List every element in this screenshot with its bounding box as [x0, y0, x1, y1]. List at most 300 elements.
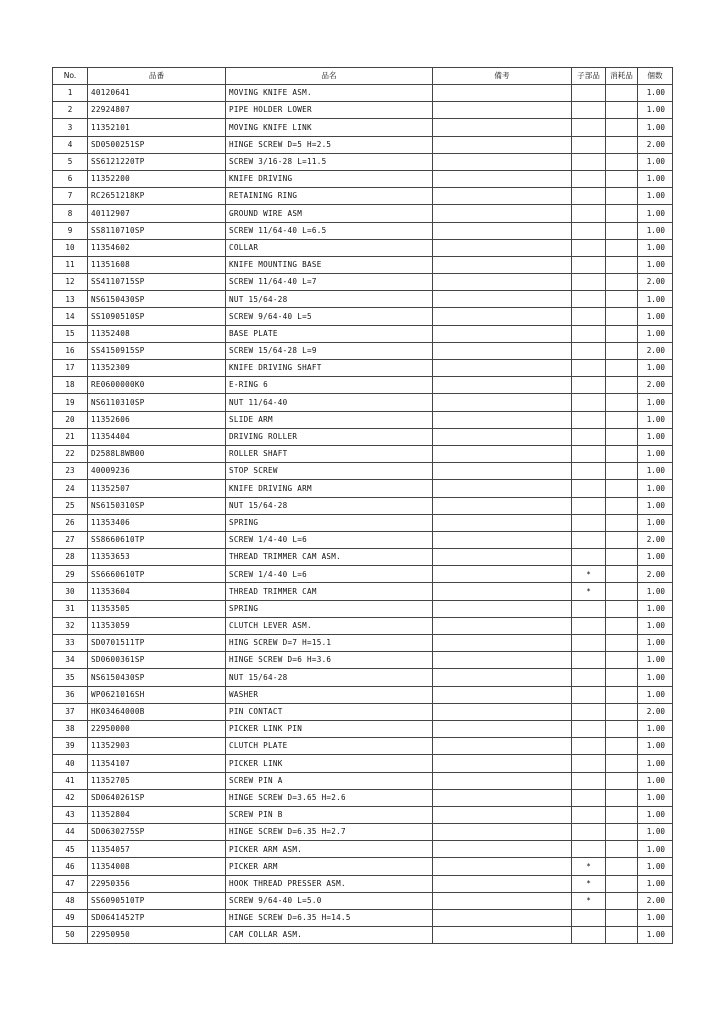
sub-part-mark	[572, 720, 606, 737]
sub-part-mark	[572, 910, 606, 927]
consumable-mark	[606, 720, 638, 737]
table-row	[53, 566, 673, 583]
row-no: 24	[53, 480, 88, 497]
row-no: 30	[53, 583, 88, 600]
quantity: 1.00	[638, 738, 673, 755]
part-number: RE0600000K0	[88, 377, 226, 394]
quantity: 1.00	[638, 600, 673, 617]
row-no: 40	[53, 755, 88, 772]
quantity: 1.00	[638, 720, 673, 737]
remarks-cell	[433, 566, 572, 583]
part-number: 11354404	[88, 428, 226, 445]
remarks-cell	[433, 858, 572, 875]
consumable-mark	[606, 153, 638, 170]
row-no: 13	[53, 291, 88, 308]
sub-part-mark	[572, 153, 606, 170]
table-row	[53, 824, 673, 841]
consumable-mark	[606, 170, 638, 187]
sub-part-mark	[572, 119, 606, 136]
part-number: SS4110715SP	[88, 274, 226, 291]
remarks-cell	[433, 549, 572, 566]
quantity: 1.00	[638, 394, 673, 411]
table-row	[53, 394, 673, 411]
table-row	[53, 153, 673, 170]
sub-part-mark: *	[572, 858, 606, 875]
quantity: 2.00	[638, 531, 673, 548]
header-no: No.	[53, 68, 88, 85]
part-name: SCREW PIN A	[226, 772, 433, 789]
consumable-mark	[606, 445, 638, 462]
table-row	[53, 445, 673, 462]
consumable-mark	[606, 755, 638, 772]
remarks-cell	[433, 892, 572, 909]
quantity: 1.00	[638, 325, 673, 342]
part-number: SD0630275SP	[88, 824, 226, 841]
sub-part-mark	[572, 205, 606, 222]
row-no: 35	[53, 669, 88, 686]
remarks-cell	[433, 720, 572, 737]
table-row	[53, 927, 673, 944]
quantity: 1.00	[638, 360, 673, 377]
table-row	[53, 858, 673, 875]
table-row	[53, 170, 673, 187]
quantity: 1.00	[638, 514, 673, 531]
row-no: 32	[53, 617, 88, 634]
table-row	[53, 342, 673, 359]
parts-body	[53, 85, 673, 944]
table-row	[53, 841, 673, 858]
consumable-mark	[606, 910, 638, 927]
remarks-cell	[433, 428, 572, 445]
part-number: 11354008	[88, 858, 226, 875]
row-no: 21	[53, 428, 88, 445]
consumable-mark	[606, 85, 638, 102]
part-number: 11352101	[88, 119, 226, 136]
part-name: COLLAR	[226, 239, 433, 256]
quantity: 1.00	[638, 772, 673, 789]
row-no: 9	[53, 222, 88, 239]
part-name: HINGE SCREW D=5 H=2.5	[226, 136, 433, 153]
part-number: 11354602	[88, 239, 226, 256]
row-no: 5	[53, 153, 88, 170]
part-name: SPRING	[226, 514, 433, 531]
part-name: BASE PLATE	[226, 325, 433, 342]
part-number: D2588L8WB00	[88, 445, 226, 462]
table-row	[53, 617, 673, 634]
row-no: 2	[53, 102, 88, 119]
sub-part-mark	[572, 755, 606, 772]
quantity: 1.00	[638, 549, 673, 566]
sub-part-mark	[572, 824, 606, 841]
part-number: 11353653	[88, 549, 226, 566]
remarks-cell	[433, 600, 572, 617]
part-number: 11352309	[88, 360, 226, 377]
consumable-mark	[606, 566, 638, 583]
table-row	[53, 652, 673, 669]
quantity: 2.00	[638, 566, 673, 583]
table-row	[53, 463, 673, 480]
quantity: 1.00	[638, 153, 673, 170]
table-row	[53, 325, 673, 342]
row-no: 38	[53, 720, 88, 737]
table-row	[53, 514, 673, 531]
part-name: HINGE SCREW D=3.65 H=2.6	[226, 789, 433, 806]
part-number: 40009236	[88, 463, 226, 480]
sub-part-mark	[572, 703, 606, 720]
table-row	[53, 497, 673, 514]
part-name: THREAD TRIMMER CAM	[226, 583, 433, 600]
part-number: NS6150310SP	[88, 497, 226, 514]
quantity: 1.00	[638, 617, 673, 634]
header-row	[53, 68, 673, 85]
table-row	[53, 377, 673, 394]
consumable-mark	[606, 480, 638, 497]
row-no: 36	[53, 686, 88, 703]
table-row	[53, 102, 673, 119]
table-row	[53, 549, 673, 566]
sub-part-mark	[572, 291, 606, 308]
part-name: KNIFE DRIVING ARM	[226, 480, 433, 497]
sub-part-mark	[572, 497, 606, 514]
table-row	[53, 720, 673, 737]
part-number: RC2651218KP	[88, 188, 226, 205]
quantity: 1.00	[638, 583, 673, 600]
part-name: HINGE SCREW D=6.35 H=2.7	[226, 824, 433, 841]
consumable-mark	[606, 497, 638, 514]
quantity: 1.00	[638, 497, 673, 514]
sub-part-mark	[572, 274, 606, 291]
remarks-cell	[433, 789, 572, 806]
quantity: 2.00	[638, 274, 673, 291]
table-row	[53, 256, 673, 273]
sub-part-mark: *	[572, 892, 606, 909]
part-name: KNIFE DRIVING	[226, 170, 433, 187]
remarks-cell	[433, 703, 572, 720]
remarks-cell	[433, 153, 572, 170]
table-row	[53, 635, 673, 652]
parts-list-table	[52, 67, 673, 944]
remarks-cell	[433, 669, 572, 686]
part-name: HOOK THREAD PRESSER ASM.	[226, 875, 433, 892]
part-name: SCREW 9/64-40 L=5	[226, 308, 433, 325]
quantity: 1.00	[638, 205, 673, 222]
part-number: 11353604	[88, 583, 226, 600]
remarks-cell	[433, 824, 572, 841]
part-number: SS1090510SP	[88, 308, 226, 325]
remarks-cell	[433, 514, 572, 531]
consumable-mark	[606, 738, 638, 755]
consumable-mark	[606, 411, 638, 428]
table-row	[53, 308, 673, 325]
part-name: SCREW 3/16-28 L=11.5	[226, 153, 433, 170]
part-name: PICKER LINK PIN	[226, 720, 433, 737]
part-name: KNIFE DRIVING SHAFT	[226, 360, 433, 377]
quantity: 2.00	[638, 377, 673, 394]
quantity: 1.00	[638, 463, 673, 480]
quantity: 1.00	[638, 188, 673, 205]
table-row	[53, 291, 673, 308]
sub-part-mark: *	[572, 583, 606, 600]
sub-part-mark	[572, 222, 606, 239]
row-no: 11	[53, 256, 88, 273]
remarks-cell	[433, 256, 572, 273]
remarks-cell	[433, 652, 572, 669]
part-name: SCREW 11/64-40 L=6.5	[226, 222, 433, 239]
header-remarks: 備考	[433, 68, 572, 85]
table-row	[53, 789, 673, 806]
part-name: SCREW 9/64-40 L=5.0	[226, 892, 433, 909]
remarks-cell	[433, 342, 572, 359]
consumable-mark	[606, 428, 638, 445]
remarks-cell	[433, 136, 572, 153]
consumable-mark	[606, 463, 638, 480]
remarks-cell	[433, 411, 572, 428]
header-part-no: 品番	[88, 68, 226, 85]
part-name: SCREW 11/64-40 L=7	[226, 274, 433, 291]
part-name: PICKER LINK	[226, 755, 433, 772]
remarks-cell	[433, 188, 572, 205]
row-no: 47	[53, 875, 88, 892]
row-no: 6	[53, 170, 88, 187]
row-no: 22	[53, 445, 88, 462]
part-number: 22950356	[88, 875, 226, 892]
remarks-cell	[433, 617, 572, 634]
part-number: 11352408	[88, 325, 226, 342]
part-name: DRIVING ROLLER	[226, 428, 433, 445]
sub-part-mark: *	[572, 566, 606, 583]
remarks-cell	[433, 772, 572, 789]
sub-part-mark	[572, 239, 606, 256]
part-name: SCREW 1/4-40 L=6	[226, 566, 433, 583]
remarks-cell	[433, 119, 572, 136]
part-name: PIPE HOLDER LOWER	[226, 102, 433, 119]
remarks-cell	[433, 927, 572, 944]
sub-part-mark	[572, 463, 606, 480]
table-row	[53, 806, 673, 823]
remarks-cell	[433, 463, 572, 480]
quantity: 1.00	[638, 841, 673, 858]
table-row	[53, 892, 673, 909]
row-no: 46	[53, 858, 88, 875]
quantity: 1.00	[638, 789, 673, 806]
consumable-mark	[606, 583, 638, 600]
remarks-cell	[433, 308, 572, 325]
part-name: SCREW 15/64-28 L=9	[226, 342, 433, 359]
consumable-mark	[606, 686, 638, 703]
sub-part-mark	[572, 600, 606, 617]
sub-part-mark	[572, 686, 606, 703]
remarks-cell	[433, 635, 572, 652]
part-number: NS6150430SP	[88, 669, 226, 686]
part-number: 11353406	[88, 514, 226, 531]
remarks-cell	[433, 239, 572, 256]
consumable-mark	[606, 549, 638, 566]
quantity: 1.00	[638, 291, 673, 308]
consumable-mark	[606, 652, 638, 669]
part-name: WASHER	[226, 686, 433, 703]
consumable-mark	[606, 239, 638, 256]
part-name: ROLLER SHAFT	[226, 445, 433, 462]
sub-part-mark	[572, 514, 606, 531]
consumable-mark	[606, 824, 638, 841]
consumable-mark	[606, 102, 638, 119]
row-no: 33	[53, 635, 88, 652]
part-number: HK03464000B	[88, 703, 226, 720]
table-row	[53, 222, 673, 239]
sub-part-mark	[572, 738, 606, 755]
table-row	[53, 669, 673, 686]
sub-part-mark	[572, 806, 606, 823]
quantity: 1.00	[638, 806, 673, 823]
part-name: NUT 11/64-40	[226, 394, 433, 411]
remarks-cell	[433, 222, 572, 239]
sub-part-mark	[572, 170, 606, 187]
sub-part-mark	[572, 377, 606, 394]
consumable-mark	[606, 377, 638, 394]
remarks-cell	[433, 102, 572, 119]
quantity: 1.00	[638, 875, 673, 892]
row-no: 12	[53, 274, 88, 291]
remarks-cell	[433, 875, 572, 892]
header-qty: 個数	[638, 68, 673, 85]
part-name: STOP SCREW	[226, 463, 433, 480]
sub-part-mark	[572, 531, 606, 548]
sub-part-mark	[572, 789, 606, 806]
consumable-mark	[606, 617, 638, 634]
header-name: 品名	[226, 68, 433, 85]
row-no: 7	[53, 188, 88, 205]
consumable-mark	[606, 600, 638, 617]
table-row	[53, 411, 673, 428]
part-number: SD0640261SP	[88, 789, 226, 806]
part-number: SS4150915SP	[88, 342, 226, 359]
row-no: 3	[53, 119, 88, 136]
quantity: 1.00	[638, 858, 673, 875]
consumable-mark	[606, 360, 638, 377]
consumable-mark	[606, 892, 638, 909]
sub-part-mark	[572, 256, 606, 273]
consumable-mark	[606, 342, 638, 359]
consumable-mark	[606, 205, 638, 222]
part-number: 11352200	[88, 170, 226, 187]
table-row	[53, 188, 673, 205]
sub-part-mark	[572, 841, 606, 858]
part-number: 11354107	[88, 755, 226, 772]
quantity: 1.00	[638, 652, 673, 669]
part-name: E-RING 6	[226, 377, 433, 394]
consumable-mark	[606, 514, 638, 531]
remarks-cell	[433, 170, 572, 187]
part-name: PICKER ARM	[226, 858, 433, 875]
part-name: SLIDE ARM	[226, 411, 433, 428]
table-row	[53, 480, 673, 497]
remarks-cell	[433, 325, 572, 342]
row-no: 23	[53, 463, 88, 480]
quantity: 1.00	[638, 119, 673, 136]
remarks-cell	[433, 480, 572, 497]
row-no: 19	[53, 394, 88, 411]
table-row	[53, 428, 673, 445]
table-row	[53, 136, 673, 153]
part-name: NUT 15/64-28	[226, 669, 433, 686]
part-name: SCREW 1/4-40 L=6	[226, 531, 433, 548]
quantity: 2.00	[638, 892, 673, 909]
row-no: 34	[53, 652, 88, 669]
table-row	[53, 600, 673, 617]
sub-part-mark	[572, 188, 606, 205]
header-sub-part: 子部品	[572, 68, 606, 85]
remarks-cell	[433, 205, 572, 222]
row-no: 44	[53, 824, 88, 841]
quantity: 1.00	[638, 480, 673, 497]
sub-part-mark	[572, 549, 606, 566]
table-row	[53, 910, 673, 927]
part-name: GROUND WIRE ASM	[226, 205, 433, 222]
sub-part-mark	[572, 635, 606, 652]
row-no: 26	[53, 514, 88, 531]
part-number: SS6090510TP	[88, 892, 226, 909]
quantity: 1.00	[638, 428, 673, 445]
remarks-cell	[433, 360, 572, 377]
quantity: 1.00	[638, 256, 673, 273]
sub-part-mark	[572, 325, 606, 342]
remarks-cell	[433, 497, 572, 514]
part-number: 40120641	[88, 85, 226, 102]
row-no: 17	[53, 360, 88, 377]
part-number: SS6121220TP	[88, 153, 226, 170]
row-no: 4	[53, 136, 88, 153]
row-no: 31	[53, 600, 88, 617]
consumable-mark	[606, 841, 638, 858]
quantity: 1.00	[638, 669, 673, 686]
quantity: 1.00	[638, 239, 673, 256]
sub-part-mark	[572, 342, 606, 359]
part-name: PIN CONTACT	[226, 703, 433, 720]
table-row	[53, 583, 673, 600]
consumable-mark	[606, 119, 638, 136]
part-number: 11353059	[88, 617, 226, 634]
sub-part-mark	[572, 428, 606, 445]
table-row	[53, 85, 673, 102]
quantity: 2.00	[638, 342, 673, 359]
row-no: 48	[53, 892, 88, 909]
remarks-cell	[433, 394, 572, 411]
part-name: CLUTCH LEVER ASM.	[226, 617, 433, 634]
row-no: 16	[53, 342, 88, 359]
part-number: WP0621016SH	[88, 686, 226, 703]
part-name: KNIFE MOUNTING BASE	[226, 256, 433, 273]
part-name: SCREW PIN B	[226, 806, 433, 823]
part-number: 11352903	[88, 738, 226, 755]
quantity: 1.00	[638, 686, 673, 703]
sub-part-mark	[572, 772, 606, 789]
part-name: NUT 15/64-28	[226, 497, 433, 514]
table-row	[53, 239, 673, 256]
quantity: 1.00	[638, 445, 673, 462]
part-number: 11353505	[88, 600, 226, 617]
remarks-cell	[433, 841, 572, 858]
consumable-mark	[606, 927, 638, 944]
table-row	[53, 772, 673, 789]
remarks-cell	[433, 377, 572, 394]
part-number: SS8660610TP	[88, 531, 226, 548]
consumable-mark	[606, 394, 638, 411]
sub-part-mark	[572, 85, 606, 102]
quantity: 1.00	[638, 927, 673, 944]
sub-part-mark	[572, 480, 606, 497]
remarks-cell	[433, 85, 572, 102]
part-number: SD0701511TP	[88, 635, 226, 652]
